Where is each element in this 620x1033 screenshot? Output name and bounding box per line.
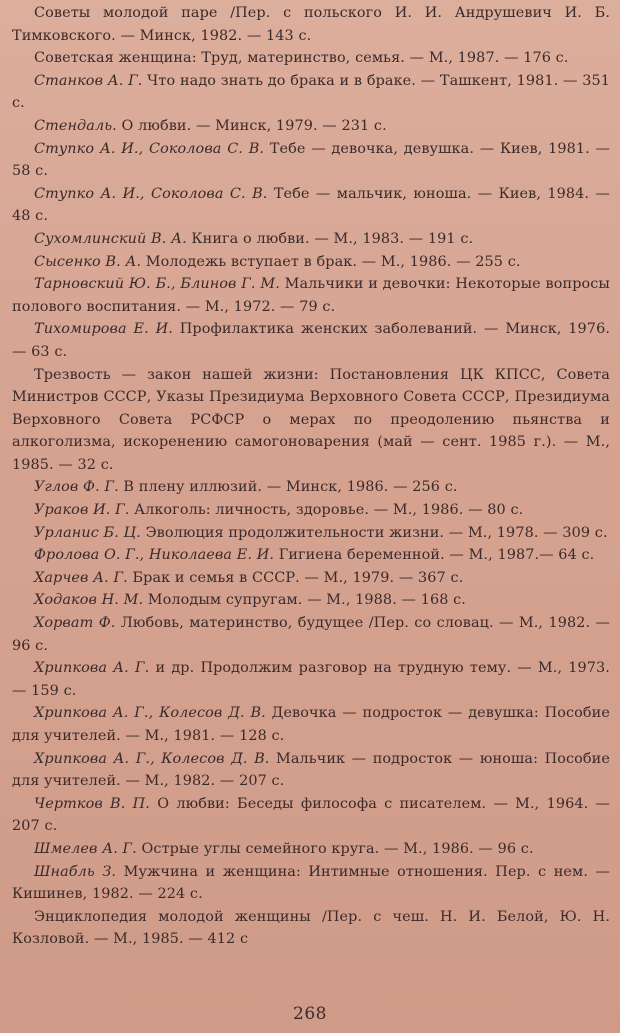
entry-text: В плену иллюзий. — Минск, 1986. — 256 с. (118, 479, 458, 496)
page-number: 268 (293, 1004, 327, 1024)
entry-text: и др. Продолжим разговор на трудную тему. — М., 1973. — 159 с. (12, 660, 610, 699)
bibliography-entry (12, 47, 610, 70)
entry-author: Хорват Ф. (34, 615, 116, 632)
bibliography-entry (12, 567, 610, 590)
bibliography-entry (12, 2, 610, 47)
bibliography-entry (12, 499, 610, 522)
entry-author: Стендаль. (34, 117, 117, 134)
entry-author: Харчев А. Г. (34, 569, 128, 586)
bibliography-entry (12, 251, 610, 274)
entry-text: Эволюция продолжительности жизни. — М., 1978. — 309 с. (140, 524, 608, 541)
entry-author: Урланис Б. Ц. (34, 524, 141, 541)
entry-text: Книга о любви. — М., 1983. — 191 с. (186, 230, 474, 247)
entry-text: Алкоголь: личность, здоровье. — М., 1986. — 80 с. (129, 502, 524, 519)
entry-text: Профилактика женских заболеваний. — Минск, 1976. — 63 с. (12, 321, 610, 360)
entry-author: Шнабль З. (34, 863, 117, 880)
entry-text: Молодежь вступает в брак. — М., 1986. — 255 с. (141, 253, 521, 270)
entry-text: Мальчики и девочки: Некоторые вопросы полового воспитания. — М., 1972. — 79 с. (12, 276, 610, 315)
bibliography-entry (12, 115, 610, 138)
entry-author: Ступко А. И., Соколова С. В. (34, 185, 268, 202)
bibliography-entry (12, 138, 610, 183)
entry-text: Брак и семья в СССР. — М., 1979. — 367 с. (127, 569, 464, 586)
entry-text: Советы молодой паре /Пер. с польского И. И. Андрушевич И. Б. Тимковского. — Минск, 1982. — 143 с. (12, 5, 610, 44)
entry-text: Острые углы семейного круга. — М., 1986. — 96 с. (136, 840, 534, 857)
entry-text: Тебе — мальчик, юноша. — Киев, 1984. — 48 с. (12, 185, 610, 225)
entry-author: Фролова О. Г., Николаева Е. И. (34, 547, 275, 564)
entry-text: Трезвость — закон нашей жизни: Постановления ЦК КПСС, Совета Министров СССР, Указы Президиума Верховного Совета СССР, Президиума Верховного Совета РСФСР о мерах по преодолению пьянства и алкоголизма, искоренению самогоноварения (май — сент. 1985 г.). — М., 1985. — 32 с. (12, 366, 610, 473)
entry-author: Станков А. Г. (34, 72, 143, 89)
entry-author: Ураков И. Г. (34, 502, 130, 519)
bibliography-entry (12, 589, 610, 612)
bibliography-entry (12, 906, 610, 951)
entry-author: Тарновский Ю. Б., Блинов Г. М. (34, 276, 280, 293)
entry-author: Углов Ф. Г. (34, 479, 119, 496)
bibliography-entry (12, 544, 610, 567)
entry-author: Тихомирова Е. И. (34, 321, 173, 338)
entry-author: Ступко А. И., Соколова С. В. (34, 140, 265, 157)
entry-author: Шмелев А. Г. (34, 840, 137, 857)
entry-text: Мужчина и женщина: Интимные отношения. Пер. с нем. — Кишинев, 1982. — 224 с. (12, 863, 610, 903)
entry-author: Хрипкова А. Г., Колесов Д. В. (34, 750, 270, 767)
entry-author: Хрипкова А. Г., Колесов Д. В. (34, 705, 266, 722)
bibliography-entry (12, 861, 610, 906)
entry-author: Чертков В. П. (34, 795, 150, 812)
bibliography-entry (12, 183, 610, 228)
entry-text: Любовь, материнство, будущее /Пер. со словац. — М., 1982. — 96 с. (12, 615, 610, 654)
entry-text: Гигиена беременной. — М., 1987.— 64 с. (274, 547, 595, 564)
bibliography-entry (12, 476, 610, 499)
entry-text: Молодым супругам. — М., 1988. — 168 с. (143, 592, 466, 609)
bibliography-entry (12, 70, 610, 115)
bibliography-entry (12, 522, 610, 545)
bibliography-list (12, 2, 610, 951)
bibliography-entry (12, 273, 610, 318)
entry-text: О любви: Беседы философа с писателем. — М., 1964. — 207 с. (12, 795, 610, 835)
bibliography-entry (12, 793, 610, 838)
entry-text: Энциклопедия молодой женщины /Пер. с чеш. Н. И. Белой, Ю. Н. Козловой. — М., 1985. — 412 с (12, 908, 610, 948)
entry-text: Девочка — подросток — девушка: Пособие для учителей. — М., 1981. — 128 с. (12, 705, 610, 744)
entry-text: Советская женщина: Труд, материнство, семья. — М., 1987. — 176 с. (34, 50, 569, 67)
bibliography-entry (12, 702, 610, 747)
bibliography-entry (12, 318, 610, 363)
bibliography-entry (12, 228, 610, 251)
entry-text: О любви. — Минск, 1979. — 231 с. (116, 117, 387, 134)
entry-text: Мальчик — подросток — юноша: Пособие для учителей. — М., 1982. — 207 с. (12, 750, 610, 790)
bibliography-entry (12, 612, 610, 657)
bibliography-entry (12, 838, 610, 861)
bibliography-entry (12, 364, 610, 477)
entry-author: Ходаков Н. М. (34, 592, 144, 609)
entry-text: Тебе — девочка, девушка. — Киев, 1981. — 58 с. (12, 140, 610, 180)
bibliography-entry (12, 748, 610, 793)
entry-text: Что надо знать до брака и в браке. — Ташкент, 1981. — 351 с. (12, 72, 610, 112)
entry-author: Сысенко В. А. (34, 253, 142, 270)
entry-author: Сухомлинский В. А. (34, 230, 187, 247)
bibliography-entry (12, 657, 610, 702)
entry-author: Хрипкова А. Г. (34, 660, 150, 677)
